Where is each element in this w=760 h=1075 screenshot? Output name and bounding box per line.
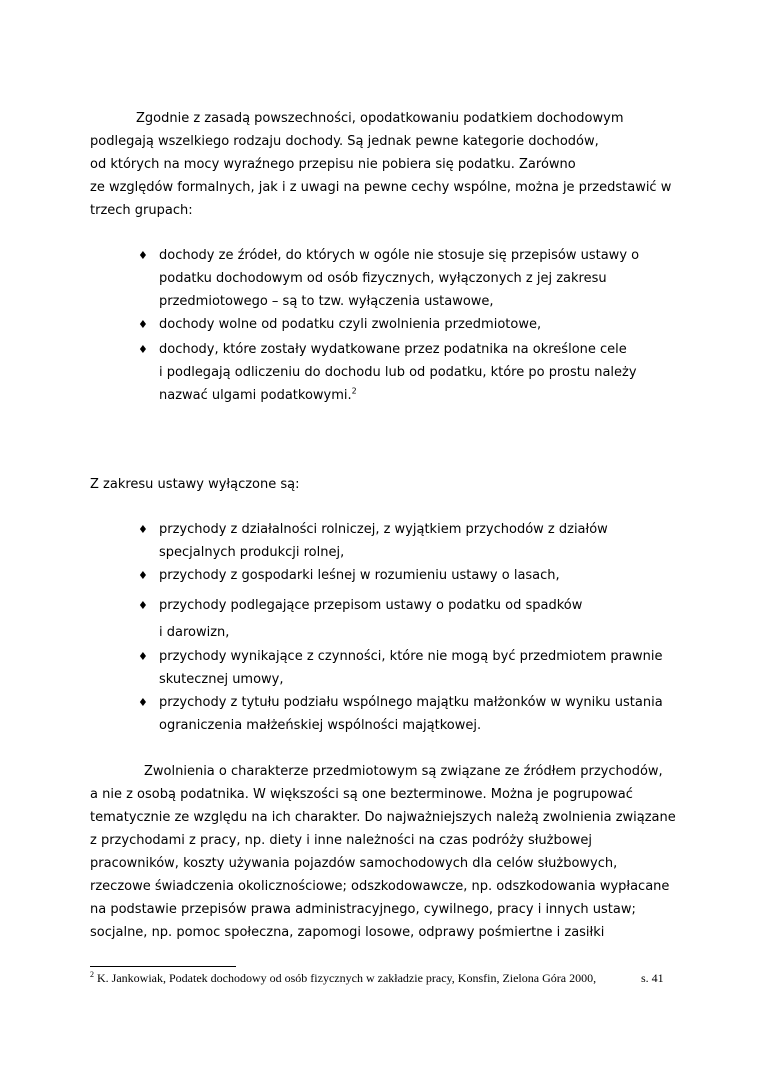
bullet-icon: ♦ — [138, 249, 148, 262]
list-item-text — [159, 388, 357, 404]
bullet-icon: ♦ — [138, 696, 148, 709]
text-line: ze względów formalnych, jak i z uwagi na pewne cechy wspólne, można je przedstawić w — [90, 180, 672, 195]
text-line: podlegają wszelkiego rodzaju dochody. Są jednak pewne kategorie dochodów, — [90, 134, 599, 149]
text-line: z przychodami z pracy, np. diety i inne należności na czas podróży służbowej — [90, 833, 592, 848]
text-line: socjalne, np. pomoc społeczna, zapomogi losowe, odprawy pośmiertne i zasiłki — [90, 925, 605, 940]
text-line: a nie z osobą podatnika. W większości są one bezterminowe. Można je pogrupować — [90, 787, 633, 802]
list-item-text: przychody z działalności rolniczej, z wyjątkiem przychodów z działów — [159, 522, 608, 537]
list-item-text: ograniczenia małżeńskiej wspólności majątkowej. — [159, 718, 482, 733]
bullet-icon: ♦ — [138, 343, 148, 356]
list-item-text: podatku dochodowym od osób fizycznych, wyłączonych z jej zakresu — [159, 271, 607, 286]
list-item-text: i podlegają odliczeniu do dochodu lub od podatku, które po prostu należy — [159, 365, 637, 380]
text-line: trzech grupach: — [90, 203, 193, 218]
list-item-text: skutecznej umowy, — [159, 672, 284, 687]
text-line: od których na mocy wyraźnego przepisu nie pobiera się podatku. Zarówno — [90, 157, 576, 172]
list-item-text: przedmiotowego – są to tzw. wyłączenia ustawowe, — [159, 294, 494, 309]
bullet-icon: ♦ — [138, 523, 148, 536]
footnote-number: 2 — [90, 970, 94, 979]
list-item-text: przychody podlegające przepisom ustawy o podatku od spadków — [159, 598, 583, 613]
text-line: Zgodnie z zasadą powszechności, opodatkowaniu podatkiem dochodowym — [136, 111, 624, 126]
bullet-icon: ♦ — [138, 599, 148, 612]
bullet-icon: ♦ — [138, 650, 148, 663]
list-item-text: przychody z tytułu podziału wspólnego majątku małżonków w wyniku ustania — [159, 695, 663, 710]
text-line: tematycznie ze względu na ich charakter. Do najważniejszych należą zwolnienia związane — [90, 810, 676, 825]
footnote-ref[interactable]: 2 — [351, 386, 357, 396]
list-item-text: dochody, które zostały wydatkowane przez podatnika na określone cele — [159, 342, 627, 357]
list-item-text: specjalnych produkcji rolnej, — [159, 545, 345, 560]
bullet-icon: ♦ — [138, 318, 148, 331]
footnote — [90, 970, 596, 986]
list-item-text: dochody wolne od podatku czyli zwolnienia przedmiotowe, — [159, 317, 542, 332]
list-item-text: przychody z gospodarki leśnej w rozumieniu ustawy o lasach, — [159, 568, 560, 583]
list-item-text: dochody ze źródeł, do których w ogóle nie stosuje się przepisów ustawy o — [159, 248, 640, 263]
text-line: pracowników, koszty używania pojazdów samochodowych dla celów służbowych, — [90, 856, 618, 871]
footnote-text: K. Jankowiak, Podatek dochodowy od osób fizycznych w zakładzie pracy, Konsfin, Zielona Góra 2000, — [94, 971, 597, 985]
text-line: rzeczowe świadczenia okolicznościowe; odszkodowawcze, np. odszkodowania wypłacane — [90, 879, 670, 894]
footnote-page: s. 41 — [641, 971, 664, 985]
bullet-icon: ♦ — [138, 569, 148, 582]
section-intro: Z zakresu ustawy wyłączone są: — [90, 477, 300, 492]
text-line: na podstawie przepisów prawa administracyjnego, cywilnego, pracy i innych ustaw; — [90, 902, 636, 917]
list-item-text: i darowizn, — [159, 625, 230, 640]
list-item-text: przychody wynikające z czynności, które nie mogą być przedmiotem prawnie — [159, 649, 663, 664]
text-line: Zwolnienia o charakterze przedmiotowym są związane ze źródłem przychodów, — [144, 764, 663, 779]
list-item-text-part: nazwać ulgami podatkowymi. — [159, 388, 352, 403]
footnote-divider — [90, 966, 236, 967]
